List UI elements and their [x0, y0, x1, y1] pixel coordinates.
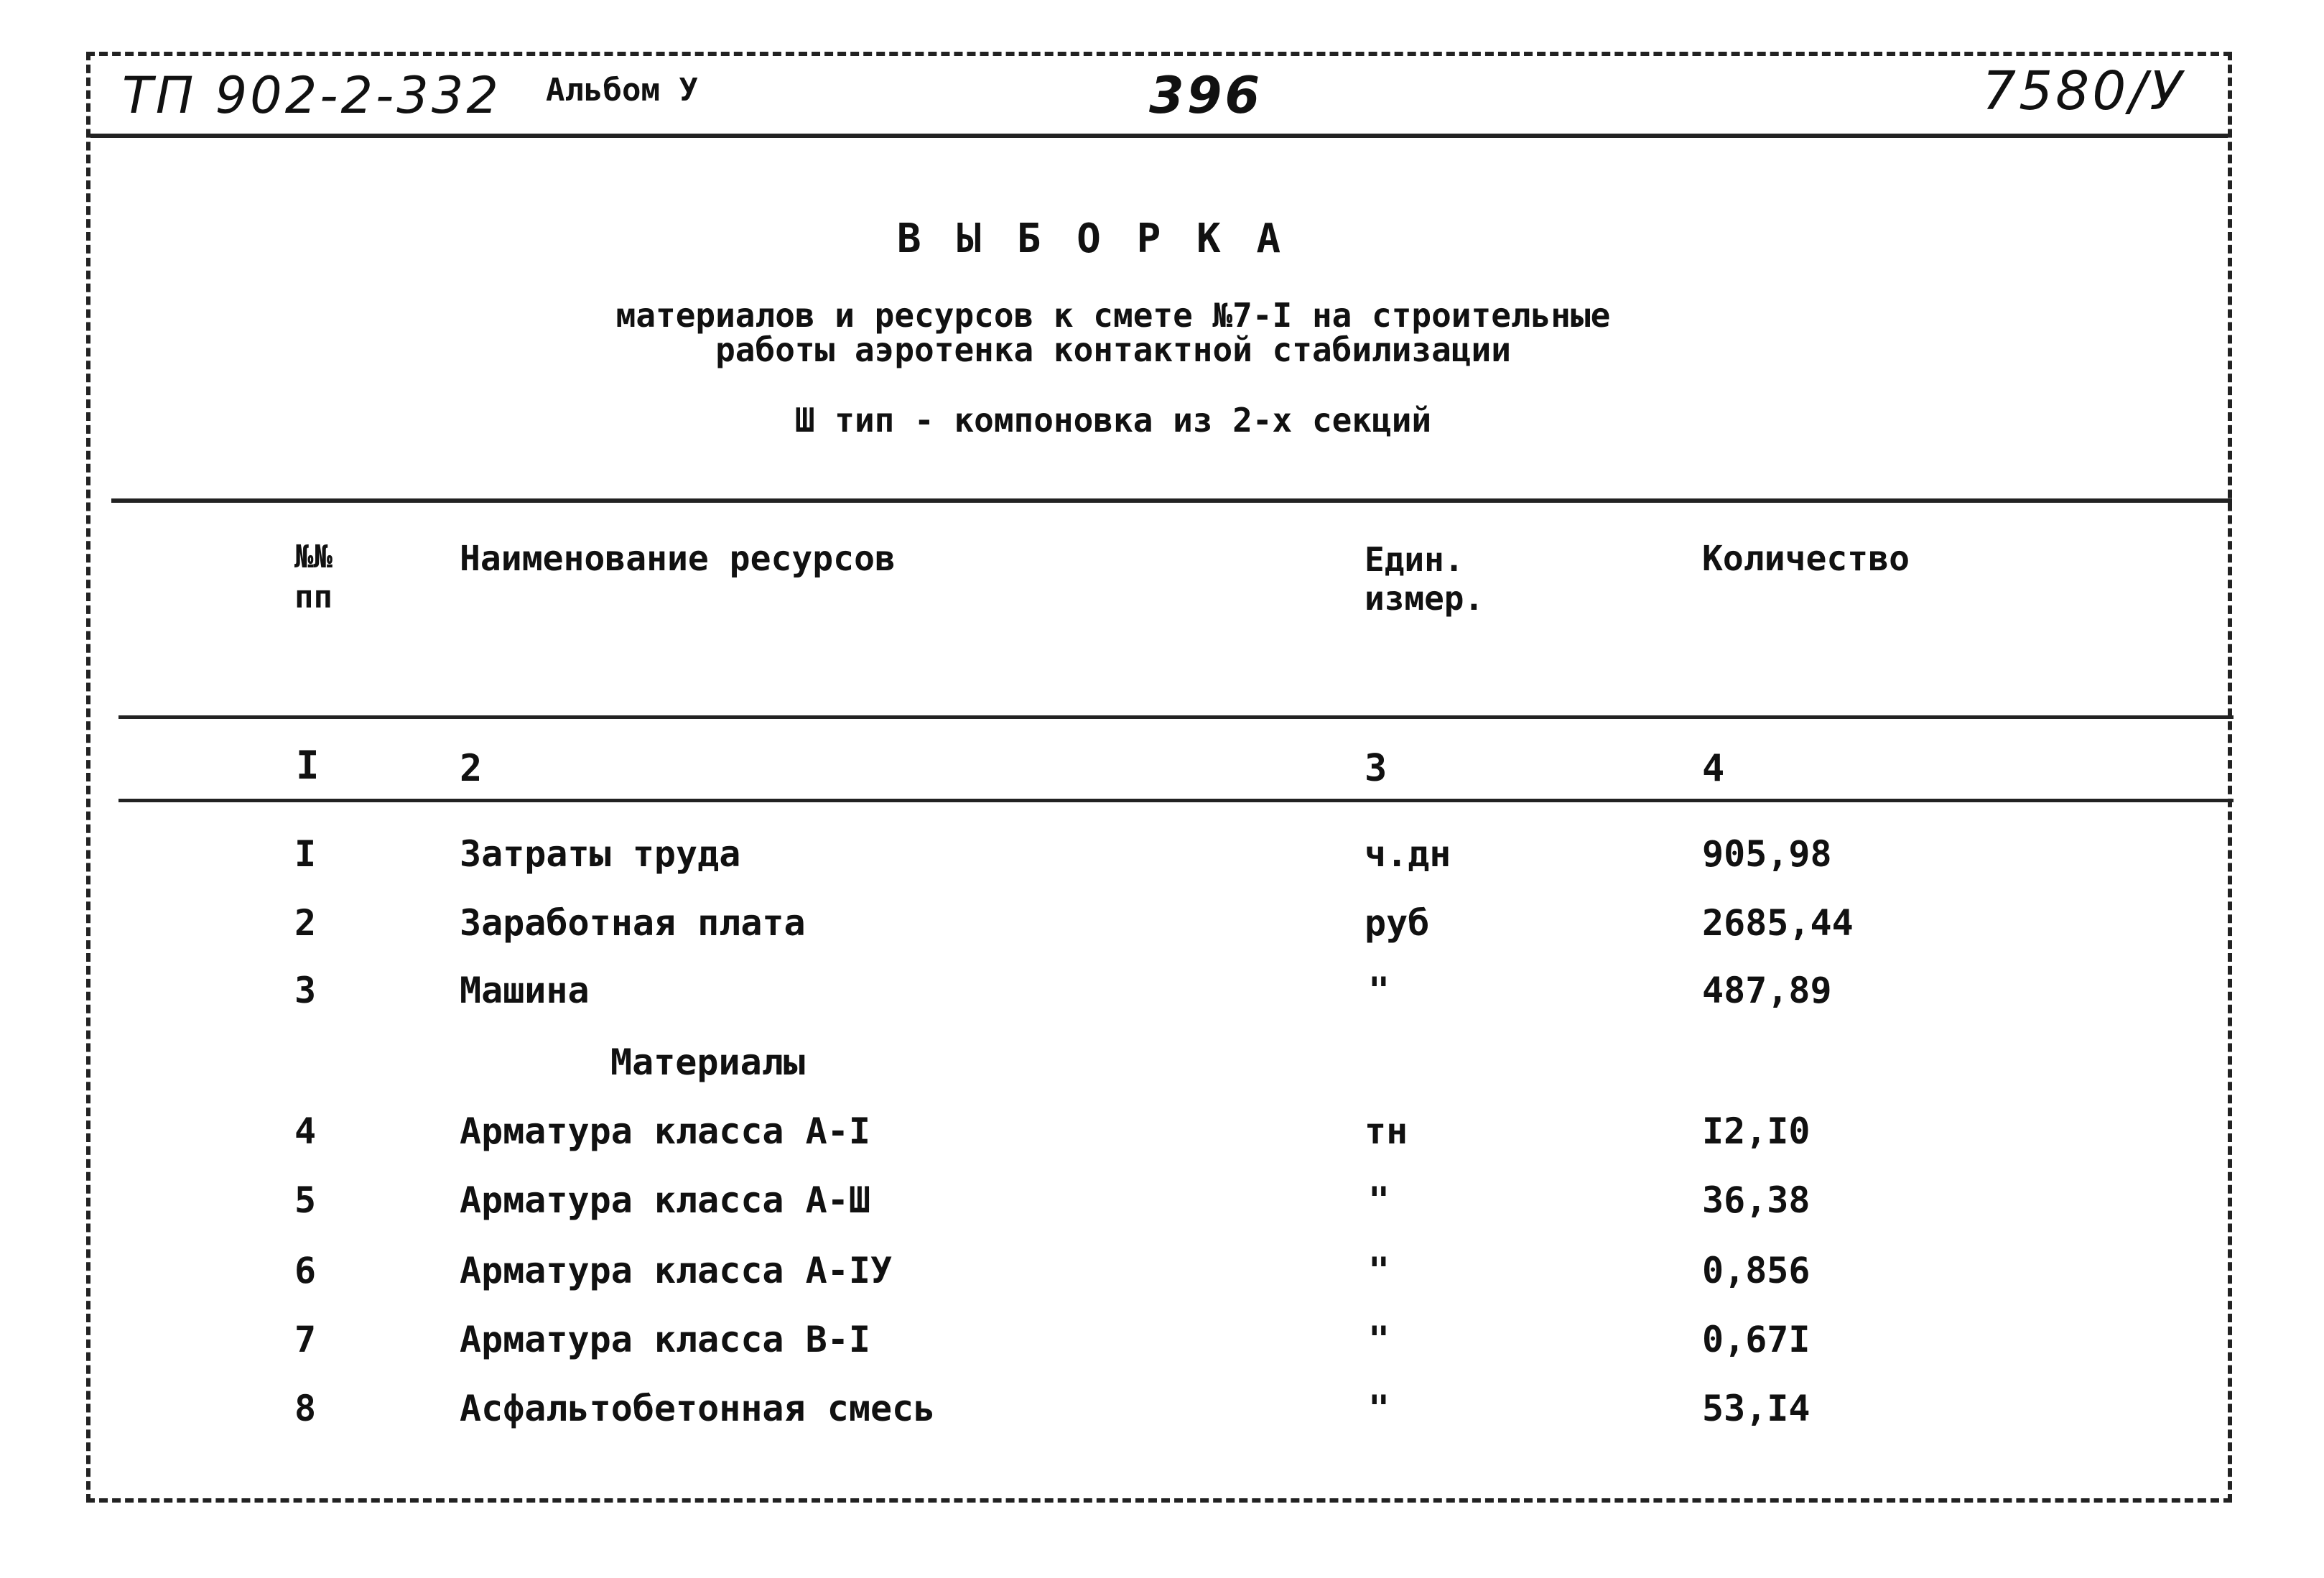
row-number: 7 [294, 1319, 317, 1360]
row-name: Арматура класса А-IУ [460, 1250, 893, 1291]
column-number-1: I [296, 743, 320, 788]
row-quantity: 0,67I [1702, 1319, 1811, 1360]
row-quantity: 36,38 [1702, 1179, 1811, 1221]
row-quantity: 487,89 [1702, 970, 1832, 1011]
row-unit: тн [1365, 1110, 1408, 1152]
document-subtitle-line-2: работы аэротенка контактной стабилизации [715, 330, 1511, 369]
column-number-3: 3 [1365, 747, 1388, 790]
header-bottom-border [118, 715, 2234, 719]
row-number: 3 [294, 970, 317, 1011]
row-number: I [294, 833, 317, 875]
row-name: Арматура класса А-Ш [460, 1179, 870, 1221]
page-number: 396 [1149, 66, 1263, 125]
section-heading-materials: Материалы [610, 1041, 805, 1083]
document-subtitle-line-1: материалов и ресурсов к смете №7-I на строительные [615, 296, 1611, 335]
row-unit: руб [1365, 902, 1430, 944]
column-header-unit-sub: измер. [1365, 579, 1484, 618]
row-name: Машина [460, 970, 590, 1011]
row-number: 8 [294, 1388, 317, 1429]
row-unit: " [1368, 1250, 1390, 1291]
row-name: Затраты труда [460, 833, 741, 875]
row-number: 5 [294, 1179, 317, 1221]
column-header-name: Наименование ресурсов [460, 539, 896, 579]
column-header-quantity: Количество [1702, 539, 1910, 579]
column-header-unit: Един. [1365, 540, 1464, 579]
project-code: ТП 902-2-332 [122, 66, 501, 125]
row-quantity: 905,98 [1702, 833, 1832, 875]
column-numbers-bottom-border [118, 799, 2234, 802]
column-number-2: 2 [460, 747, 483, 790]
document-subtitle-line-3: Ш тип - компоновка из 2-х секций [794, 401, 1432, 440]
row-number: 4 [294, 1110, 317, 1152]
row-unit: " [1368, 970, 1390, 1011]
row-number: 2 [294, 902, 317, 944]
document-number: 7580/У [1982, 60, 2185, 122]
page-frame [86, 52, 2232, 1503]
document-title: В Ы Б О Р К А [896, 215, 1287, 262]
row-unit: " [1368, 1179, 1390, 1221]
table-top-border [111, 498, 2232, 503]
row-unit: " [1368, 1319, 1390, 1360]
header-divider [90, 134, 2228, 138]
row-quantity: 0,856 [1702, 1250, 1811, 1291]
row-name: Арматура класса В-I [460, 1319, 870, 1360]
row-quantity: 2685,44 [1702, 902, 1854, 944]
album-label: Альбом У [546, 72, 698, 108]
row-unit: ч.дн [1365, 833, 1451, 875]
column-number-4: 4 [1702, 747, 1725, 790]
row-quantity: I2,I0 [1702, 1110, 1811, 1152]
row-number: 6 [294, 1250, 317, 1291]
row-quantity: 53,I4 [1702, 1388, 1811, 1429]
row-name: Заработная плата [460, 902, 806, 944]
column-header-number-sub: пп [294, 579, 333, 616]
row-name: Арматура класса А-I [460, 1110, 870, 1152]
row-name: Асфальтобетонная смесь [460, 1388, 936, 1429]
row-unit: " [1368, 1388, 1390, 1429]
column-header-number: №№ [294, 539, 333, 575]
